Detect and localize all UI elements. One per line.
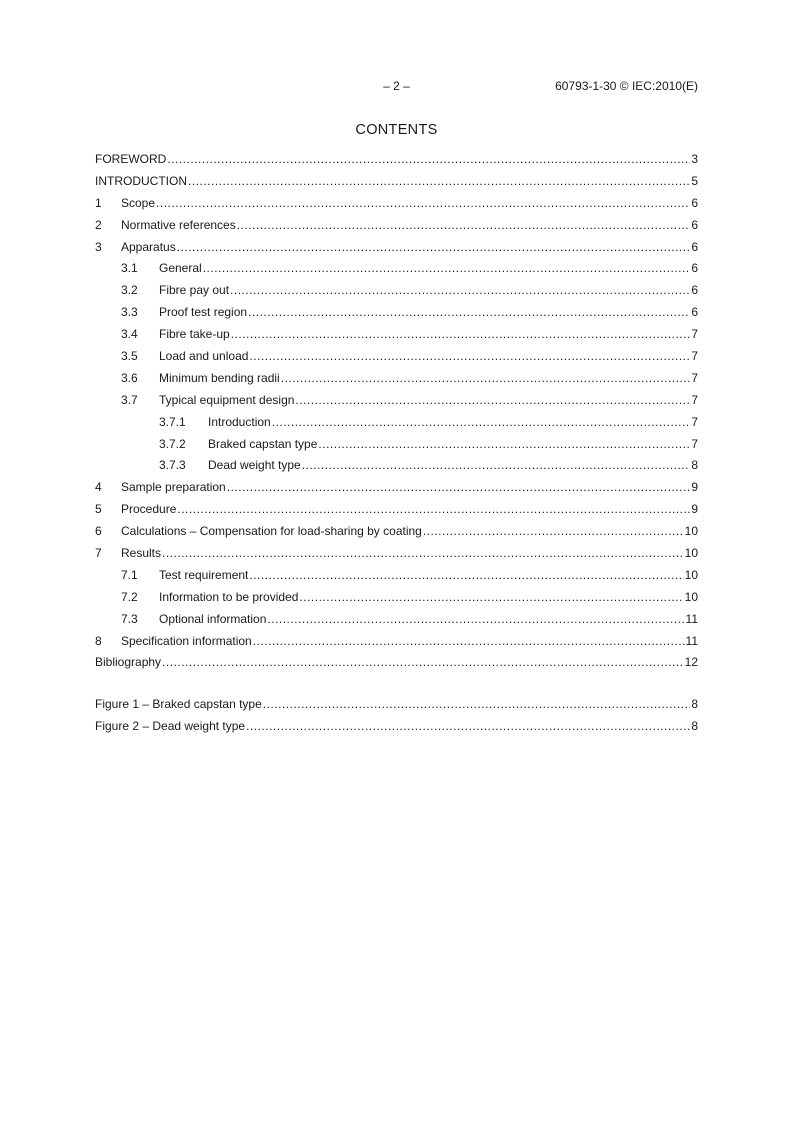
toc-label: Bibliography: [95, 655, 162, 670]
dot-leader: [156, 195, 690, 211]
dot-leader: [227, 479, 691, 495]
toc-page: 6: [691, 195, 698, 210]
toc-label: Procedure: [121, 502, 177, 517]
toc-page: 10: [684, 567, 698, 582]
toc-entry-3-2[interactable]: [95, 282, 698, 304]
page-title: CONTENTS: [355, 122, 438, 138]
dot-leader: [272, 414, 691, 430]
toc-entry-3[interactable]: [95, 239, 698, 261]
toc-entry-foreword[interactable]: [95, 151, 698, 173]
toc-page: 7: [691, 349, 698, 364]
toc-number: 8: [95, 633, 102, 648]
dot-leader: [177, 501, 690, 517]
dot-leader: [237, 217, 691, 233]
toc-label: Test requirement: [159, 567, 249, 582]
toc-entry-3-7[interactable]: [95, 392, 698, 414]
toc-entry-2[interactable]: [95, 217, 698, 239]
toc-label: Optional information: [159, 611, 267, 626]
toc-number: 6: [95, 524, 102, 539]
toc-label: Load and unload: [159, 349, 249, 364]
toc-label: Fibre take-up: [159, 327, 230, 342]
figure-entry-1[interactable]: [95, 696, 698, 718]
dot-leader: [299, 589, 683, 605]
toc-page: 8: [691, 458, 698, 473]
toc-label: Braked capstan type: [208, 436, 318, 451]
toc-page: 7: [691, 392, 698, 407]
toc-entry-6[interactable]: [95, 523, 698, 545]
toc-label: Results: [121, 546, 162, 561]
toc-page: 7: [691, 370, 698, 385]
dot-leader: [248, 304, 690, 320]
toc-entry-7-1[interactable]: [95, 567, 698, 589]
toc-page: 11: [685, 611, 698, 626]
toc-entry-3-5[interactable]: [95, 348, 698, 370]
dot-leader: [177, 239, 691, 255]
toc-number: 7.2: [121, 589, 138, 604]
toc-number: 3.5: [121, 349, 138, 364]
toc-entry-7[interactable]: [95, 545, 698, 567]
toc-label: Dead weight type: [208, 458, 301, 473]
toc-number: 4: [95, 480, 102, 495]
toc-label: Specification information: [121, 633, 252, 648]
figure-entry-2[interactable]: [95, 718, 698, 740]
toc-number: 3.2: [121, 283, 138, 298]
toc-label: Typical equipment design: [159, 392, 295, 407]
toc-entry-3-7-3[interactable]: [95, 457, 698, 479]
toc-page: 6: [691, 283, 698, 298]
dot-leader: [167, 151, 690, 167]
figure-label: Figure 1 – Braked capstan type: [95, 697, 262, 712]
section-spacer: [95, 676, 698, 696]
toc-number: 3.7: [121, 392, 138, 407]
dot-leader: [263, 696, 691, 712]
toc-page: 9: [691, 480, 698, 495]
toc-label: Normative references: [121, 217, 236, 232]
toc-entry-3-1[interactable]: [95, 260, 698, 282]
toc-label: Apparatus: [121, 239, 176, 254]
toc-page: 10: [684, 546, 698, 561]
toc-entry-4[interactable]: [95, 479, 698, 501]
dot-leader: [267, 611, 684, 627]
toc-label: Fibre pay out: [159, 283, 230, 298]
toc-number: 7.3: [121, 611, 138, 626]
figure-label: Figure 2 – Dead weight type: [95, 719, 246, 734]
toc-entry-7-3[interactable]: [95, 611, 698, 633]
toc-entry-5[interactable]: [95, 501, 698, 523]
toc-number: 3.1: [121, 261, 138, 276]
toc-entry-1[interactable]: [95, 195, 698, 217]
toc-entry-introduction[interactable]: [95, 173, 698, 195]
toc-page: 6: [691, 305, 698, 320]
toc-label: Calculations – Compensation for load-sharing by coating: [121, 524, 422, 539]
toc-entry-3-4[interactable]: [95, 326, 698, 348]
toc-page: 11: [685, 633, 698, 648]
toc-page: 7: [691, 436, 698, 451]
toc-label: Minimum bending radii: [159, 370, 280, 385]
toc-label: FOREWORD: [95, 152, 167, 166]
toc-page: 10: [684, 524, 698, 539]
toc-entry-3-7-2[interactable]: [95, 436, 698, 458]
toc-entry-bibliography[interactable]: [95, 654, 698, 676]
table-of-contents: [95, 151, 698, 740]
toc-page: 5: [691, 173, 698, 188]
toc-number: 5: [95, 502, 102, 517]
toc-number: 3.4: [121, 327, 138, 342]
toc-page: 7: [691, 327, 698, 342]
toc-number: 7: [95, 546, 102, 561]
toc-label: Scope: [121, 195, 156, 210]
document-id: 60793-1-30 © IEC:2010(E): [555, 79, 698, 93]
toc-number: 2: [95, 217, 102, 232]
toc-page: 12: [684, 655, 698, 670]
toc-page: 9: [691, 502, 698, 517]
toc-label: Proof test region: [159, 305, 248, 320]
toc-page: 7: [691, 414, 698, 429]
toc-page: 6: [691, 239, 698, 254]
toc-number: 3.7.2: [159, 436, 186, 451]
figure-page: 8: [691, 719, 698, 734]
toc-entry-8[interactable]: [95, 633, 698, 655]
toc-page: 6: [691, 261, 698, 276]
dot-leader: [231, 326, 691, 342]
dot-leader: [249, 348, 690, 364]
toc-number: 3.7.1: [159, 414, 186, 429]
figure-page: 8: [691, 697, 698, 712]
toc-page: 10: [684, 589, 698, 604]
dot-leader: [203, 260, 691, 276]
dot-leader: [246, 718, 690, 734]
toc-label: General: [159, 261, 202, 276]
toc-entry-3-6[interactable]: [95, 370, 698, 392]
toc-entry-3-3[interactable]: [95, 304, 698, 326]
dot-leader: [162, 654, 684, 670]
dot-leader: [162, 545, 684, 561]
dot-leader: [281, 370, 691, 386]
toc-number: 3: [95, 239, 102, 254]
toc-number: 3.3: [121, 305, 138, 320]
toc-number: 7.1: [121, 567, 138, 582]
toc-page: 6: [691, 217, 698, 232]
dot-leader: [230, 282, 690, 298]
toc-entry-7-2[interactable]: [95, 589, 698, 611]
page-header: [95, 78, 698, 94]
dot-leader: [295, 392, 690, 408]
dot-leader: [253, 633, 685, 649]
toc-number: 3.7.3: [159, 458, 186, 473]
toc-label: Introduction: [208, 414, 271, 429]
toc-label: Information to be provided: [159, 589, 299, 604]
dot-leader: [318, 436, 690, 452]
toc-page: 3: [691, 152, 698, 166]
page-number: – 2 –: [383, 79, 410, 93]
toc-label: Sample preparation: [121, 480, 226, 495]
toc-number: 1: [95, 195, 102, 210]
dot-leader: [302, 457, 691, 473]
dot-leader: [249, 567, 683, 583]
dot-leader: [423, 523, 684, 539]
toc-number: 3.6: [121, 370, 138, 385]
dot-leader: [188, 173, 690, 189]
toc-label: INTRODUCTION: [95, 173, 187, 188]
toc-entry-3-7-1[interactable]: [95, 414, 698, 436]
